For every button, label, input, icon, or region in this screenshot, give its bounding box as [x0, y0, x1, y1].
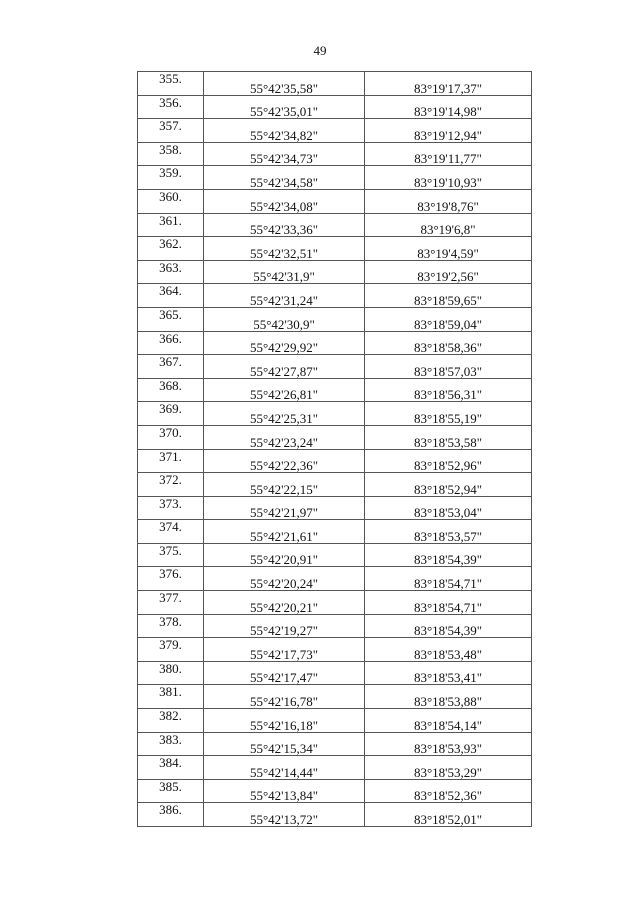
table-row: [138, 473, 532, 497]
point-number-cell: 365.: [138, 307, 204, 331]
table-row: [138, 260, 532, 284]
table-row: [138, 685, 532, 709]
point-number-cell: 356.: [138, 95, 204, 119]
latitude-cell: 55°42'15,34": [204, 732, 365, 756]
latitude-cell: 55°42'21,61": [204, 520, 365, 544]
point-number-cell: 358.: [138, 142, 204, 166]
longitude-cell: 83°18'53,93": [365, 732, 532, 756]
point-number-cell: 355.: [138, 72, 204, 96]
longitude-cell: 83°18'52,36": [365, 779, 532, 803]
table-row: [138, 307, 532, 331]
table-row: [138, 567, 532, 591]
point-number-cell: 370.: [138, 425, 204, 449]
longitude-cell: 83°19'8,76": [365, 189, 532, 213]
table-row: [138, 779, 532, 803]
longitude-cell: 83°19'10,93": [365, 166, 532, 190]
longitude-cell: 83°18'55,19": [365, 402, 532, 426]
latitude-cell: 55°42'20,91": [204, 543, 365, 567]
longitude-cell: 83°18'59,65": [365, 284, 532, 308]
point-number-cell: 369.: [138, 402, 204, 426]
longitude-cell: 83°19'17,37": [365, 72, 532, 96]
longitude-cell: 83°18'59,04": [365, 307, 532, 331]
longitude-cell: 83°18'53,29": [365, 756, 532, 780]
longitude-cell: 83°18'54,39": [365, 543, 532, 567]
table-row: [138, 756, 532, 780]
point-number-cell: 385.: [138, 779, 204, 803]
table-row: [138, 119, 532, 143]
latitude-cell: 55°42'16,78": [204, 685, 365, 709]
table-row: [138, 378, 532, 402]
latitude-cell: 55°42'30,9": [204, 307, 365, 331]
point-number-cell: 373.: [138, 496, 204, 520]
coordinates-table-body: [138, 72, 532, 827]
latitude-cell: 55°42'22,15": [204, 473, 365, 497]
table-row: [138, 166, 532, 190]
table-row: [138, 591, 532, 615]
point-number-cell: 360.: [138, 189, 204, 213]
longitude-cell: 83°19'6,8": [365, 213, 532, 237]
point-number-cell: 376.: [138, 567, 204, 591]
table-row: [138, 72, 532, 96]
latitude-cell: 55°42'31,9": [204, 260, 365, 284]
latitude-cell: 55°42'35,58": [204, 72, 365, 96]
table-row: [138, 425, 532, 449]
latitude-cell: 55°42'22,36": [204, 449, 365, 473]
latitude-cell: 55°42'16,18": [204, 709, 365, 733]
longitude-cell: 83°19'12,94": [365, 119, 532, 143]
point-number-cell: 383.: [138, 732, 204, 756]
longitude-cell: 83°18'52,01": [365, 803, 532, 827]
longitude-cell: 83°18'53,88": [365, 685, 532, 709]
latitude-cell: 55°42'34,73": [204, 142, 365, 166]
table-row: [138, 614, 532, 638]
point-number-cell: 366.: [138, 331, 204, 355]
longitude-cell: 83°18'58,36": [365, 331, 532, 355]
longitude-cell: 83°19'4,59": [365, 237, 532, 261]
latitude-cell: 55°42'34,82": [204, 119, 365, 143]
table-row: [138, 331, 532, 355]
table-row: [138, 142, 532, 166]
latitude-cell: 55°42'19,27": [204, 614, 365, 638]
point-number-cell: 367.: [138, 355, 204, 379]
latitude-cell: 55°42'17,73": [204, 638, 365, 662]
table-row: [138, 638, 532, 662]
point-number-cell: 381.: [138, 685, 204, 709]
latitude-cell: 55°42'25,31": [204, 402, 365, 426]
latitude-cell: 55°42'33,36": [204, 213, 365, 237]
table-row: [138, 661, 532, 685]
table-row: [138, 95, 532, 119]
table-row: [138, 237, 532, 261]
longitude-cell: 83°19'11,77": [365, 142, 532, 166]
point-number-cell: 380.: [138, 661, 204, 685]
point-number-cell: 386.: [138, 803, 204, 827]
longitude-cell: 83°18'54,14": [365, 709, 532, 733]
table-row: [138, 402, 532, 426]
table-row: [138, 803, 532, 827]
point-number-cell: 363.: [138, 260, 204, 284]
table-row: [138, 709, 532, 733]
page-number: 49: [313, 43, 327, 58]
longitude-cell: 83°18'53,41": [365, 661, 532, 685]
point-number-cell: 357.: [138, 119, 204, 143]
table-row: [138, 520, 532, 544]
longitude-cell: 83°18'56,31": [365, 378, 532, 402]
table-row: [138, 732, 532, 756]
longitude-cell: 83°18'52,94": [365, 473, 532, 497]
point-number-cell: 379.: [138, 638, 204, 662]
table-row: [138, 213, 532, 237]
table-row: [138, 189, 532, 213]
table-row: [138, 496, 532, 520]
latitude-cell: 55°42'35,01": [204, 95, 365, 119]
longitude-cell: 83°18'54,71": [365, 567, 532, 591]
latitude-cell: 55°42'26,81": [204, 378, 365, 402]
latitude-cell: 55°42'32,51": [204, 237, 365, 261]
latitude-cell: 55°42'34,08": [204, 189, 365, 213]
point-number-cell: 368.: [138, 378, 204, 402]
point-number-cell: 375.: [138, 543, 204, 567]
longitude-cell: 83°19'14,98": [365, 95, 532, 119]
latitude-cell: 55°42'23,24": [204, 425, 365, 449]
longitude-cell: 83°18'54,39": [365, 614, 532, 638]
longitude-cell: 83°18'57,03": [365, 355, 532, 379]
coordinates-table: [137, 71, 532, 827]
latitude-cell: 55°42'14,44": [204, 756, 365, 780]
longitude-cell: 83°18'53,57": [365, 520, 532, 544]
longitude-cell: 83°18'53,48": [365, 638, 532, 662]
table-row: [138, 543, 532, 567]
longitude-cell: 83°18'53,58": [365, 425, 532, 449]
longitude-cell: 83°19'2,56": [365, 260, 532, 284]
latitude-cell: 55°42'17,47": [204, 661, 365, 685]
point-number-cell: 378.: [138, 614, 204, 638]
point-number-cell: 384.: [138, 756, 204, 780]
latitude-cell: 55°42'13,72": [204, 803, 365, 827]
latitude-cell: 55°42'31,24": [204, 284, 365, 308]
latitude-cell: 55°42'20,24": [204, 567, 365, 591]
longitude-cell: 83°18'52,96": [365, 449, 532, 473]
point-number-cell: 377.: [138, 591, 204, 615]
latitude-cell: 55°42'29,92": [204, 331, 365, 355]
point-number-cell: 362.: [138, 237, 204, 261]
point-number-cell: 364.: [138, 284, 204, 308]
point-number-cell: 359.: [138, 166, 204, 190]
point-number-cell: 382.: [138, 709, 204, 733]
table-row: [138, 355, 532, 379]
latitude-cell: 55°42'20,21": [204, 591, 365, 615]
point-number-cell: 372.: [138, 473, 204, 497]
longitude-cell: 83°18'54,71": [365, 591, 532, 615]
point-number-cell: 374.: [138, 520, 204, 544]
point-number-cell: 361.: [138, 213, 204, 237]
latitude-cell: 55°42'27,87": [204, 355, 365, 379]
point-number-cell: 371.: [138, 449, 204, 473]
latitude-cell: 55°42'13,84": [204, 779, 365, 803]
latitude-cell: 55°42'21,97": [204, 496, 365, 520]
longitude-cell: 83°18'53,04": [365, 496, 532, 520]
latitude-cell: 55°42'34,58": [204, 166, 365, 190]
table-row: [138, 449, 532, 473]
table-row: [138, 284, 532, 308]
